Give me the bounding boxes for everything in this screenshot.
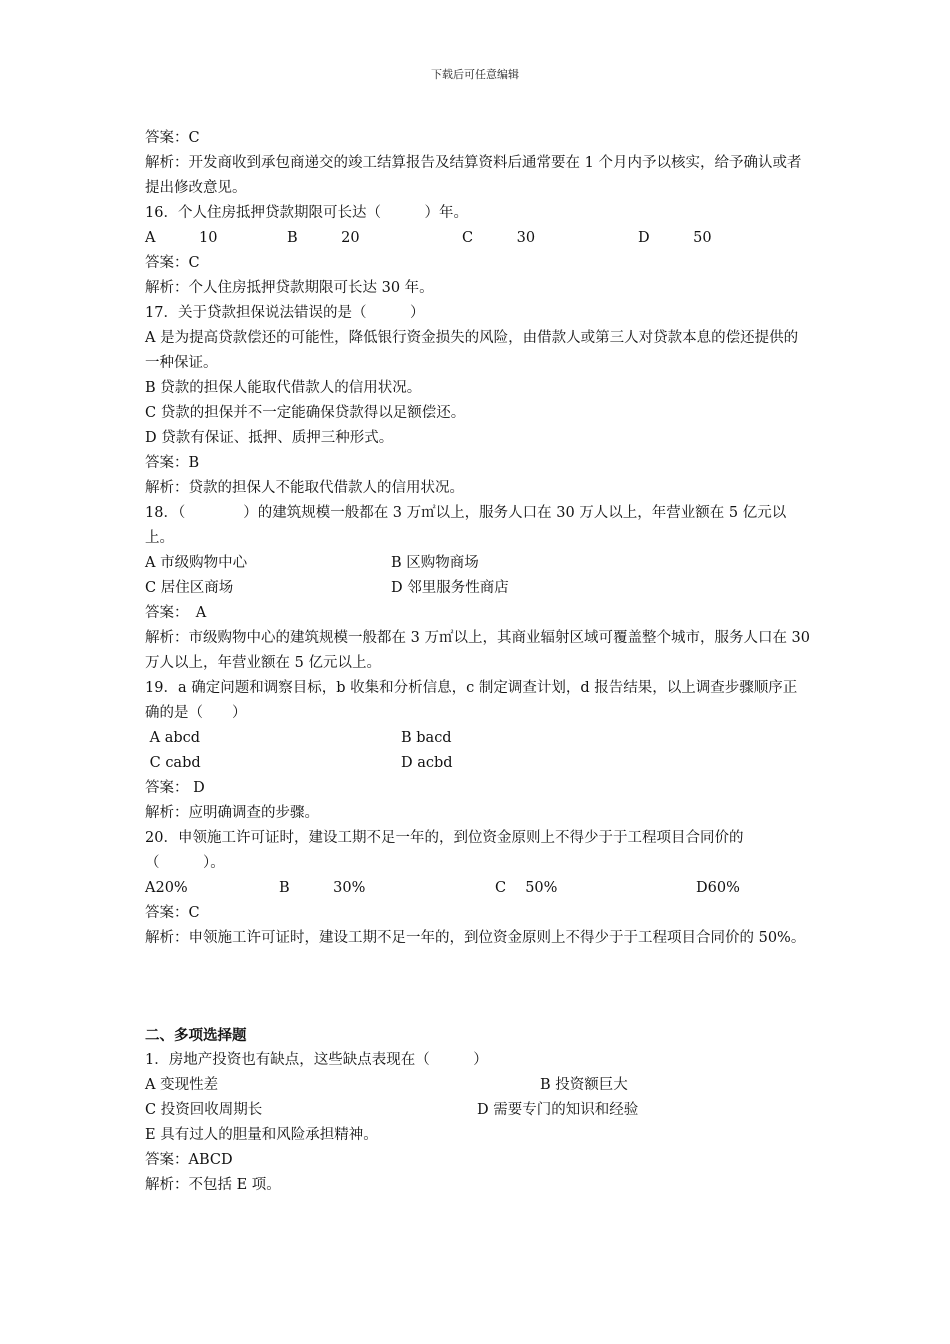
q18-option-c: C 居住区商场: [145, 580, 234, 596]
q19-option-d: D acbd: [401, 755, 453, 771]
q20-analysis: 解析：申领施工许可证时，建设工期不足一年的，到位资金原则上不得少于于工程项目合同价的 50%。: [145, 930, 806, 946]
q20-option-a: A20%: [145, 880, 188, 896]
q20-options: [145, 876, 810, 901]
q19-option-a: A abcd: [145, 730, 201, 746]
q19-option-b: B bacd: [401, 730, 452, 746]
q18-options-row1: [145, 551, 810, 576]
q19-options-row1: [145, 726, 810, 751]
q20-answer: 答案：C: [145, 905, 200, 921]
q18-options-row2: [145, 576, 810, 601]
q18-option-b: B 区购物商场: [391, 555, 479, 571]
q17-option-d: D 贷款有保证、抵押、质押三种形式。: [145, 430, 394, 446]
s2-q1-option-a: A 变现性差: [145, 1077, 219, 1093]
s2-q1-question: 1．房地产投资也有缺点，这些缺点表现在（ ）: [145, 1052, 488, 1068]
s2-q1-analysis: 解析：不包括 E 项。: [145, 1177, 281, 1193]
s2-q1-options-row2: [145, 1098, 810, 1123]
q16-analysis: 解析：个人住房抵押贷款期限可长达 30 年。: [145, 280, 434, 296]
q19-analysis: 解析：应明确调查的步骤。: [145, 805, 319, 821]
q18-answer: 答案： A: [145, 605, 207, 621]
q16-option-b: B 20: [287, 230, 360, 246]
s2-q1-option-d: D 需要专门的知识和经验: [477, 1102, 639, 1118]
page-header: 下载后可任意编辑: [431, 68, 519, 81]
s2-q1-option-b: B 投资额巨大: [540, 1077, 628, 1093]
q18-question: 18．（ ）的建筑规模一般都在 3 万㎡以上，服务人口在 30 万人以上，年营业额在 5 亿元以上。: [145, 505, 787, 546]
q16-option-c: C 30: [462, 230, 536, 246]
q16-option-a: A 10: [145, 230, 218, 246]
document-body: [145, 126, 810, 1198]
q20-option-b: B 30%: [279, 880, 366, 896]
q16-options: [145, 226, 810, 251]
q18-option-a: A 市级购物中心: [145, 555, 248, 571]
s2-q1-answer: 答案：ABCD: [145, 1152, 233, 1168]
q17-option-c: C 贷款的担保并不一定能确保贷款得以足额偿还。: [145, 405, 466, 421]
q18-option-d: D 邻里服务性商店: [391, 580, 509, 596]
q19-options-row2: [145, 751, 810, 776]
section-title: 二、多项选择题: [145, 1027, 247, 1044]
q17-option-b: B 贷款的担保人能取代借款人的信用状况。: [145, 380, 422, 396]
q17-question: 17．关于贷款担保说法错误的是（ ）: [145, 305, 425, 321]
q18-analysis: 解析：市级购物中心的建筑规模一般都在 3 万㎡以上，其商业辐射区域可覆盖整个城市，服务人口在 30 万人以上，年营业额在 5 亿元以上。: [145, 630, 810, 671]
s2-q1-option-e: E 具有过人的胆量和风险承担精神。: [145, 1127, 378, 1143]
q16-question: 16．个人住房抵押贷款期限可长达（ ）年。: [145, 205, 468, 221]
section-spacer: [145, 951, 810, 1023]
q20-option-d: D60%: [696, 880, 740, 896]
q19-question: 19．a 确定问题和调察目标，b 收集和分析信息，c 制定调查计划，d 报告结果，以上调查步骤顺序正确的是（ ）: [145, 680, 798, 721]
q20-question: 20．申领施工许可证时，建设工期不足一年的，到位资金原则上不得少于于工程项目合同价的（ ）。: [145, 830, 744, 871]
q19-answer: 答案： D: [145, 780, 205, 796]
q19-option-c: C cabd: [145, 755, 201, 771]
s2-q1-option-c: C 投资回收周期长: [145, 1102, 263, 1118]
q15-answer: 答案：C: [145, 130, 200, 146]
q16-answer: 答案：C: [145, 255, 200, 271]
q17-option-a: A 是为提高贷款偿还的可能性，降低银行资金损失的风险，由借款人或第三人对贷款本息的偿还提供的一种保证。: [145, 330, 799, 371]
q17-analysis: 解析：贷款的担保人不能取代借款人的信用状况。: [145, 480, 464, 496]
q15-analysis: 解析：开发商收到承包商递交的竣工结算报告及结算资料后通常要在 1 个月内予以核实，给予确认或者提出修改意见。: [145, 155, 802, 196]
s2-q1-options-row1: [145, 1073, 810, 1098]
q17-answer: 答案：B: [145, 455, 200, 471]
q16-option-d: D 50: [638, 230, 712, 246]
q20-option-c: C 50%: [495, 880, 558, 896]
